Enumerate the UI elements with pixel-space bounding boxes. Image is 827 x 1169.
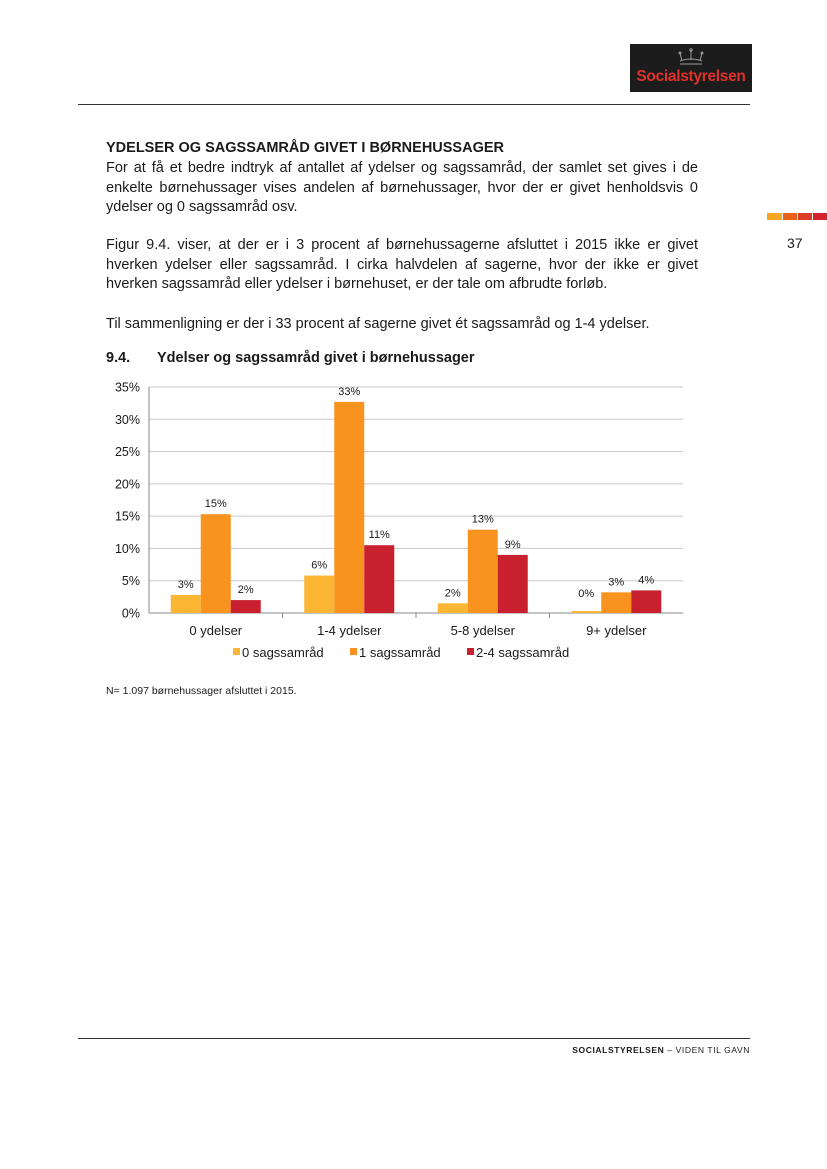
footer-divider <box>78 1038 750 1039</box>
footer-brand: SOCIALSTYRELSEN <box>572 1045 665 1055</box>
data-label: 33% <box>338 385 361 398</box>
data-label: 9% <box>504 538 521 551</box>
x-tick-label: 5-8 ydelser <box>450 623 515 638</box>
data-label: 3% <box>608 576 625 589</box>
section-heading: YDELSER OG SAGSSAMRÅD GIVET I BØRNEHUSSAGER <box>106 140 504 156</box>
bar <box>468 530 498 613</box>
bar <box>571 611 601 613</box>
y-tick-label: 15% <box>114 509 140 524</box>
y-tick-label: 0% <box>121 606 140 621</box>
bar <box>601 592 631 613</box>
figure-title-text: Ydelser og sagssamråd givet i børnehussager <box>157 350 475 366</box>
data-label: 13% <box>471 513 494 526</box>
bar <box>304 576 334 613</box>
header-divider <box>78 104 750 105</box>
footer-tagline-text: – VIDEN TIL GAVN <box>664 1045 750 1055</box>
data-label: 0% <box>578 588 595 600</box>
figure-note: N= 1.097 børnehussager afsluttet i 2015. <box>106 685 297 697</box>
legend-label: 0 sagssamråd <box>242 645 324 660</box>
footer-tagline <box>572 1045 750 1055</box>
data-label: 11% <box>368 529 390 542</box>
bar <box>438 603 468 613</box>
accent-swatch-orange <box>783 213 798 220</box>
legend-label: 2-4 sagssamråd <box>476 645 570 660</box>
bar-chart <box>80 372 720 672</box>
accent-swatch-redorange <box>798 213 812 220</box>
y-tick-label: 10% <box>114 541 140 556</box>
bar <box>498 555 528 613</box>
x-tick-label: 0 ydelser <box>189 623 243 638</box>
socialstyrelsen-logo <box>630 44 752 92</box>
y-tick-label: 25% <box>114 445 140 460</box>
paragraph-figure-description: Figur 9.4. viser, at der er i 3 procent af børnehussagerne afsluttet i 2015 ikke er givet hverken ydelser eller sagssamråd. I cirka halvdelen af sagerne, hvor der ikke er givet hverken sagssamråd eller ydelser i børnehuset, er der tale om afbrudte forløb. <box>106 237 698 292</box>
data-label: 4% <box>638 574 655 587</box>
bar <box>631 590 661 613</box>
data-label: 2% <box>444 587 461 600</box>
accent-color-bar <box>767 213 827 220</box>
paragraph-intro: For at få et bedre indtryk af antallet af ydelser og sagssamråd, der samlet set gives i de enkelte børnehussager vises andelen af børnehussager, hvor der er givet henholdsvis 0 ydelser og 0 sagssamråd osv. <box>106 160 698 215</box>
y-tick-label: 30% <box>114 412 140 427</box>
page-number: 37 <box>787 235 803 251</box>
data-label: 6% <box>311 559 328 572</box>
legend-swatch <box>467 648 474 655</box>
bar <box>231 600 261 613</box>
accent-swatch-red <box>813 213 827 220</box>
data-label: 2% <box>237 584 254 597</box>
figure-number: 9.4. <box>106 350 131 366</box>
legend-label: 1 sagssamråd <box>359 645 441 660</box>
x-tick-label: 9+ ydelser <box>586 623 647 638</box>
legend-swatch <box>350 648 357 655</box>
paragraph-comparison: Til sammenligning er der i 33 procent af sagerne givet ét sagssamråd og 1-4 ydelser. <box>106 316 650 332</box>
legend-swatch <box>233 648 240 655</box>
data-label: 3% <box>177 578 194 591</box>
data-label: 15% <box>204 498 227 511</box>
x-tick-label: 1-4 ydelser <box>317 623 382 638</box>
bar <box>171 595 201 613</box>
bar <box>364 545 394 613</box>
bar <box>201 514 231 613</box>
bar <box>334 402 364 613</box>
y-tick-label: 35% <box>114 380 140 395</box>
logo-text: Socialstyrelsen <box>636 68 746 85</box>
crown-icon <box>630 47 752 67</box>
y-tick-label: 20% <box>114 477 140 492</box>
y-tick-label: 5% <box>121 574 140 589</box>
accent-swatch-yellow <box>767 213 782 220</box>
